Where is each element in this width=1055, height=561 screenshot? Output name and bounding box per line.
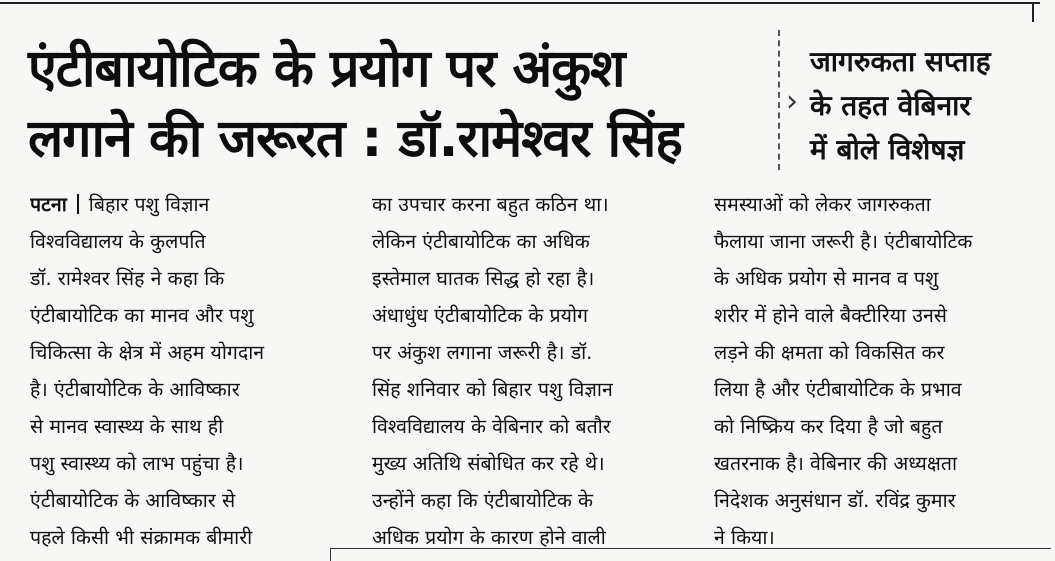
column-line: को निष्क्रिय कर दिया है जो बहुत	[714, 415, 943, 438]
headline-divider	[778, 30, 780, 170]
column-1-line-1	[30, 186, 352, 223]
article-column-3	[714, 186, 1036, 556]
column-line: ने किया।	[714, 526, 775, 549]
column-line: विश्वविद्यालय के कुलपति	[30, 230, 206, 253]
column-line: विश्वविद्यालय के वेबिनार को बतौर	[372, 415, 611, 438]
column-line: सिंह शनिवार को बिहार पशु विज्ञान	[372, 378, 613, 401]
top-rule	[0, 2, 1040, 4]
column-line: मुख्य अतिथि संबोधित कर रहे थे।	[372, 452, 605, 475]
subheadline	[810, 40, 1050, 172]
column-line: अधिक प्रयोग के कारण होने वाली	[372, 526, 606, 549]
column-line: इस्तेमाल घातक सिद्ध हो रहा है।	[372, 267, 595, 290]
column-line: से मानव स्वास्थ्य के साथ ही	[30, 415, 224, 438]
subhead-line-2: के तहत वेबिनार	[810, 89, 971, 122]
column-line: निदेशक अनुसंधान डॉ. रविंद्र कुमार	[714, 489, 956, 512]
column-1-first-line-text: बिहार पशु विज्ञान	[88, 193, 210, 216]
column-line: पहले किसी भी संक्रामक बीमारी	[30, 526, 253, 549]
article-column-1	[30, 186, 352, 556]
headline-line-2: लगाने की जरूरत : डॉ.रामेश्वर सिंह	[28, 109, 682, 169]
column-line: उन्होंने कहा कि एंटीबायोटिक के	[372, 489, 593, 512]
dateline-separator	[77, 194, 79, 214]
article-column-2	[372, 186, 694, 556]
chevron-right-icon: ›	[786, 84, 798, 119]
headline-line-1: एंटीबायोटिक के प्रयोग पर अंकुश	[28, 39, 625, 99]
column-line: पर अंकुश लगाना जरूरी है। डॉ.	[372, 341, 593, 364]
column-line: एंटीबायोटिक का मानव और पशु	[30, 304, 254, 327]
top-right-rule	[1032, 2, 1034, 22]
subhead-line-3: में बोले विशेषज्ञ	[810, 133, 965, 166]
column-line: लड़ने की क्षमता को विकसित कर	[714, 341, 945, 364]
column-line: का उपचार करना बहुत कठिन था।	[372, 193, 609, 216]
column-line: लेकिन एंटीबायोटिक का अधिक	[372, 230, 590, 253]
column-line: खतरनाक है। वेबिनार की अध्यक्षता	[714, 452, 958, 475]
column-line: एंटीबायोटिक के आविष्कार से	[30, 489, 236, 512]
column-line: फैलाया जाना जरूरी है। एंटीबायोटिक	[714, 230, 973, 253]
column-line: चिकित्सा के क्षेत्र में अहम योगदान	[30, 341, 265, 364]
column-line: है। एंटीबायोटिक के आविष्कार	[30, 378, 240, 401]
column-line: डॉ. रामेश्वर सिंह ने कहा कि	[30, 267, 225, 290]
column-line: के अधिक प्रयोग से मानव व पशु	[714, 267, 939, 290]
dateline: पटना	[30, 193, 67, 216]
column-line: शरीर में होने वाले बैक्टीरिया उनसे	[714, 304, 947, 327]
headline	[28, 34, 768, 174]
column-line: समस्याओं को लेकर जागरुकता	[714, 193, 931, 216]
column-line: पशु स्वास्थ्य को लाभ पहुंचा है।	[30, 452, 244, 475]
next-article-box-edge	[330, 548, 1051, 561]
column-line: अंधाधुंध एंटीबायोटिक के प्रयोग	[372, 304, 588, 327]
column-line: लिया है और एंटीबायोटिक के प्रभाव	[714, 378, 962, 401]
subhead-line-1: जागरुकता सप्ताह	[810, 45, 991, 78]
